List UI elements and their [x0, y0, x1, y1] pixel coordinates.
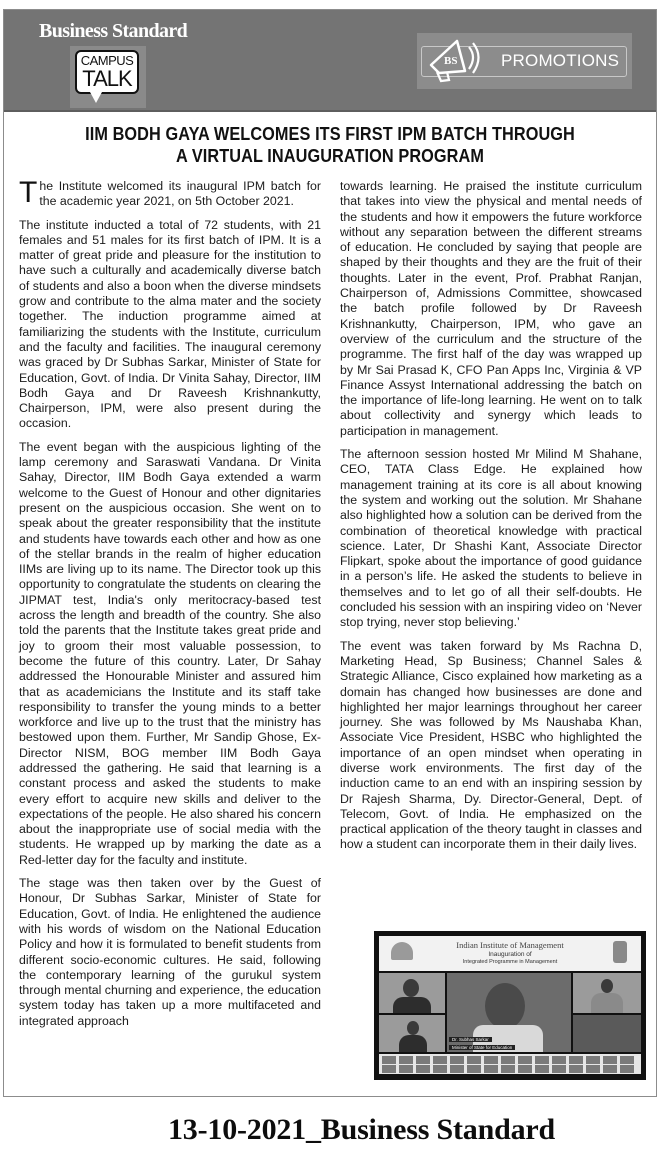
virtual-inauguration-photo — [374, 931, 646, 1080]
paragraph-afternoon-session: The afternoon session hosted Mr Milind M Shahane, CEO, TATA Class Edge. He explained how management training at its core is all about knowing the system and working out the solution. Mr Shahane also highlighted how a solution can be derived from the combination of theoretical knowledge with practical science. Later, Dr Shashi Kant, Associate Director Flipkart, spoke about the importance of good guidance in a person’s life. He asked the students to believe in themselves and to let go of all their self-doubts. He concluded his session with an inspiring video on ‘Never stop trying, never stop believing.’ — [340, 447, 642, 630]
paragraph-closing-sessions: The event was taken forward by Ms Rachna D, Marketing Head, Sp Business; Channel Sales & Strategic Alliance, Cisco explained how marketing as a domain has changed how businesses are done and highlighted her major learnings throughout her career journey. She was followed by Ms Naushaba Khan, Associate Vice President, HSBC who highlighted the importance of an open mindset when operating in diverse work environments. The first day of the induction came to an end with an inspiring session by Dr Rajesh Sharma, Dy. Director-General, Dept. of Telecom, Govt. of India. He emphasized on the practical application of the theory taught in classes and how a student can incorporate them in their daily lives. — [340, 638, 642, 852]
video-tile-participant — [379, 1015, 445, 1052]
promotions-label: PROMOTIONS — [501, 51, 620, 70]
clipping-frame — [3, 9, 657, 1097]
paragraph-batch-details: The institute inducted a total of 72 students, with 21 females and 51 males for its first batch of IPM. It is a matter of great pride and pleasure for the institution to have such a culturally and academically diverse batch of students and also a boon when the diverse mindsets grow and contribute to the alma mater and the society together. The induction programme aimed at familiarizing the students with the Institute, curriculum and the faculty and facilities. The inaugural ceremony was graced by Dr Subhas Sarkar, Minister of State for Education, Govt. of India. Dr Vinita Sahay, Director, IIM Bodh Gaya and Dr Raveesh Krishnankutty, Chairperson, IPM, were also present during the occasion. — [19, 217, 321, 431]
national-emblem-icon — [613, 941, 627, 963]
paragraph-intro-text: he Institute welcomed its inaugural IPM batch for the academic year 2021, on 5th October 2021. — [39, 179, 321, 209]
photo-banner-subtitle2: Integrated Programme in Management — [462, 959, 558, 965]
drop-cap: T — [19, 176, 38, 209]
clipping-date-caption: 13-10-2021_Business Standard — [168, 1113, 555, 1146]
bs-promotions-logo — [417, 33, 632, 89]
business-standard-logo: Business Standard — [39, 20, 188, 42]
main-speaker-role: Minister of State for Education — [449, 1045, 515, 1050]
megaphone-icon — [425, 35, 485, 85]
campus-talk-line2: TALK — [82, 66, 132, 91]
video-tile-main-speaker — [447, 973, 571, 1052]
paragraph-guest-of-honour: The stage was then taken over by the Guest of Honour, Dr Subhas Sarkar, Minister of State for Education, Govt. of India. He enlightened the audience with his words of wisdom on the National Education Policy and how it is formulated to benefit students from different socio-economic cultures. He said, following the contemporary learning of the gurukul system through mental churning and experience, the education system today has taken up a more multifaceted and integrated approach — [19, 876, 321, 1028]
photo-banner-subtitle: Inauguration of — [488, 951, 532, 958]
headline-line-1: IIM BODH GAYA WELCOMES ITS FIRST IPM BATCH THROUGH — [85, 123, 575, 144]
photo-banner-title: Indian Institute of Management — [456, 940, 564, 950]
headline-line-2: A VIRTUAL INAUGURATION PROGRAM — [175, 145, 485, 166]
campus-talk-line1: CAMPUS — [80, 53, 134, 68]
video-tile-audience — [573, 1015, 641, 1052]
bs-icon-text: BS — [444, 55, 458, 67]
article-column-left — [19, 176, 321, 1037]
campus-talk-logo — [70, 46, 146, 108]
video-tile-participant — [573, 973, 641, 1013]
masthead — [4, 10, 656, 112]
article-column-right — [340, 179, 642, 861]
article-headline — [43, 123, 617, 167]
speech-bubble-tail — [90, 92, 102, 103]
paragraph-curriculum: towards learning. He praised the institute curriculum that takes into view the physical and mental needs of the students and how it empowers the future workforce without any separation between the different streams of education. He concluded by saying that people are shaped by their thoughts and they are the fruit of their thoughts. Later in the event, Prof. Prabhat Ranjan, Chairperson of, Admissions Committee, showcased the batch profile followed by Dr Raveesh Krishnankutty, Chairperson, IPM, who gave an overview of the curriculum and the structure of the programme. The first half of the day was wrapped up by Mr Sai Prasad K, CFO Pan Apps Inc, Virginia & VP Finance Assyst International addressing the batch on the importance of life-long learning. He went on to talk about collectivity and synergy which leads to participation in management. — [340, 179, 642, 438]
photo-banner — [379, 936, 641, 971]
speech-bubble-icon — [75, 50, 139, 94]
paragraph-intro — [19, 176, 321, 210]
video-tile-participant — [379, 973, 445, 1013]
participant-gallery-strip — [379, 1054, 641, 1074]
main-speaker-caption: Dr. Subhas Sarkar — [449, 1037, 492, 1042]
paragraph-event-opening: The event began with the auspicious lighting of the lamp ceremony and Saraswati Vandana. Dr Vinita Sahay, Director, IIM Bodh Gaya extended a warm welcome to the Guest of Honour and other dignitaries present on the auspicious occasion. She went on to speak about the greater responsibility that the institute and students have towards each other and how as one of the stellar brands in the realm of higher education IIMs are living up to its name. The Director took up this opportunity to congratulate the students on clearing the JIPMAT test, India's only meritocracy-based test across the length and breadth of the country. She also told the parents that the Institute takes great pride and joy to groom their most valuable possession, to become the future of this country. Later, Dr Sahay addressed the Honourable Minister and assured him that as academicians the Institute and its staff take responsibility to transfer the young minds to a better workforce and live up to the trust that the ministry has bestowed upon them. Further, Mr Sandip Ghose, Ex-Director NISM, BOG member IIM Bodh Gaya addressed the gathering. He said that learning is a constant process and asked the students to make every effort to acquire new skills and deliver to the expectations of the people. He also shared his concern about the inappropriate use of social media with the students. He wrapped up by marking the date as a Red-letter day for the faculty and institute. — [19, 439, 321, 867]
